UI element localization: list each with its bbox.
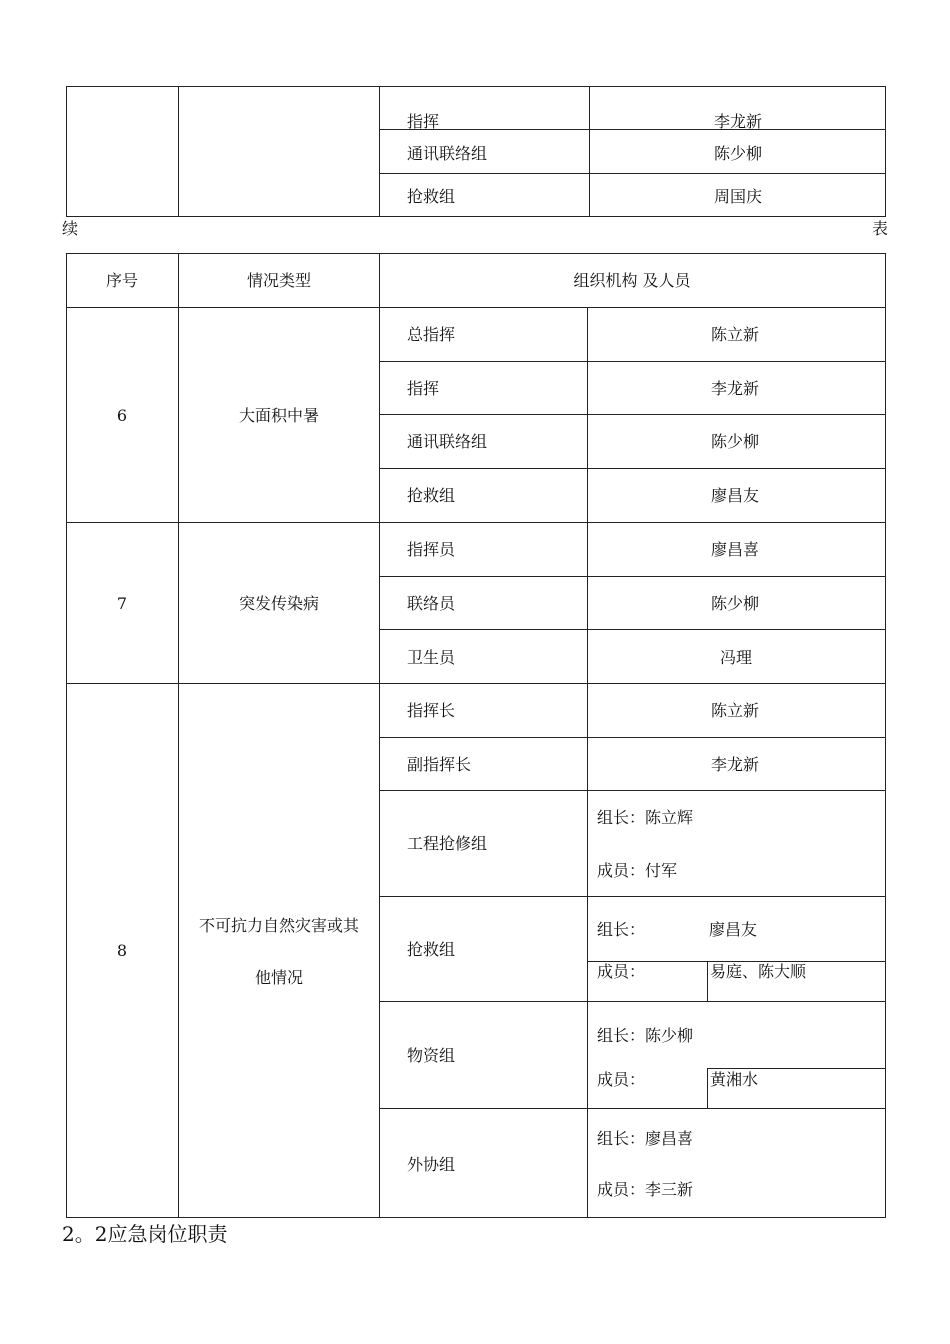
group-7-role-2: 联络员	[407, 594, 456, 613]
top-person-3: 周国庆	[713, 187, 763, 206]
group-8-no: 8	[116, 941, 128, 960]
group-6-role-1: 总指挥	[407, 325, 456, 344]
continued-right: 表	[872, 219, 889, 238]
group-7-type: 突发传染病	[238, 594, 320, 613]
group-8-leader-name-4: 廖昌友	[709, 920, 758, 939]
group-7-role-3: 卫生员	[407, 648, 456, 667]
group-8-members-3: 成员：付军	[597, 861, 678, 880]
header-type: 情况类型	[246, 271, 312, 290]
top-role-2: 通讯联络组	[407, 144, 488, 163]
group-8-members-6: 成员：李三新	[597, 1180, 694, 1199]
group-7-role-1: 指挥员	[407, 540, 456, 559]
top-person-1: 李龙新	[713, 112, 763, 131]
group-8-members-label-5: 成员：	[597, 1070, 646, 1089]
group-6-role-3: 通讯联络组	[407, 432, 488, 451]
group-7-person-3: 冯理	[719, 648, 753, 667]
group-8-members-names-5: 黄湘水	[710, 1070, 759, 1089]
group-6-role-2: 指挥	[407, 379, 440, 398]
header-no: 序号	[105, 271, 139, 290]
group-6-person-3: 陈少柳	[710, 432, 760, 451]
group-7-person-2: 陈少柳	[710, 594, 760, 613]
group-8-role-6: 外协组	[407, 1155, 456, 1174]
group-8-leader-label-4: 组长：	[597, 920, 646, 939]
group-8-role-5: 物资组	[407, 1046, 456, 1065]
group-8-person-1: 陈立新	[710, 701, 760, 720]
group-6-role-4: 抢救组	[407, 486, 456, 505]
group-7-person-1: 廖昌喜	[710, 540, 760, 559]
group-8-leader-6: 组长：廖昌喜	[597, 1129, 694, 1148]
group-6-person-1: 陈立新	[710, 325, 760, 344]
group-8-leader-5: 组长：陈少柳	[597, 1026, 694, 1045]
group-6-no: 6	[116, 406, 128, 425]
group-8-role-2: 副指挥长	[407, 755, 472, 774]
group-7-no: 7	[116, 594, 128, 613]
top-person-2: 陈少柳	[713, 144, 763, 163]
group-8-role-4: 抢救组	[407, 940, 456, 959]
top-role-3: 抢救组	[407, 187, 456, 206]
group-8-role-3: 工程抢修组	[407, 834, 488, 853]
group-6-person-2: 李龙新	[710, 379, 760, 398]
header-org: 组织机构 及人员	[573, 271, 691, 290]
group-8-person-2: 李龙新	[710, 755, 760, 774]
group-8-members-names-4: 易庭、陈大顺	[710, 962, 807, 981]
group-8-leader-3: 组长：陈立辉	[597, 808, 694, 827]
group-8-type-line-1: 不可抗力自然灾害或其	[198, 916, 360, 935]
group-6-type: 大面积中暑	[238, 406, 320, 425]
top-role-1: 指挥	[407, 112, 440, 131]
continued-left: 续	[62, 219, 79, 238]
group-8-type-line-2: 他情况	[254, 968, 304, 987]
group-8-role-1: 指挥长	[407, 701, 456, 720]
group-6-person-4: 廖昌友	[710, 486, 760, 505]
group-8-members-label-4: 成员：	[597, 962, 646, 981]
section-heading: 2。2应急岗位职责	[62, 1222, 228, 1246]
